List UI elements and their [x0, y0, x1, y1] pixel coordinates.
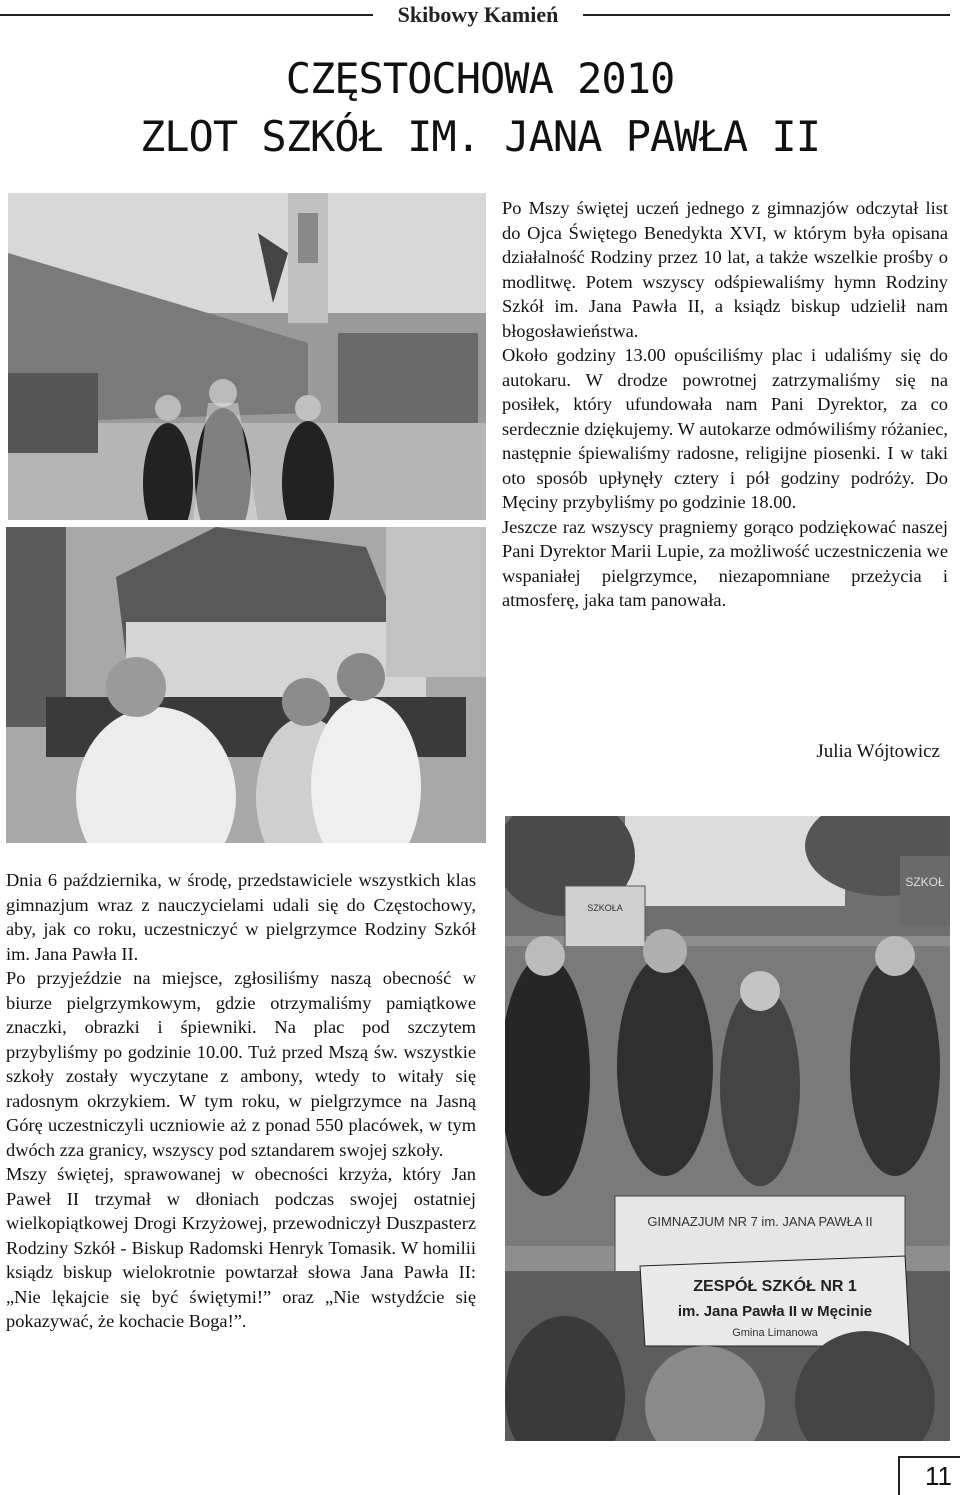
banner-top-text: ZESPÓŁ SZKÓŁ NR 1	[693, 1278, 857, 1295]
page-number-box	[898, 1456, 960, 1495]
gimnazjum-sign-text: GIMNAZJUM NR 7 im. JANA PAWŁA II	[647, 1214, 873, 1229]
banner-bottom-text: im. Jana Pawła II w Męcinie	[677, 1303, 873, 1320]
paragraph: Jeszcze raz wszyscy pragniemy gorąco podziękować naszej Pani Dyrektor Marii Lupie, za możliwość uczestniczenia we wspaniałej pielgrzymce, niezapomniane przeżycia i atmosferę, jaka tam panowała.	[502, 516, 948, 610]
photo-bishop-mass	[6, 527, 486, 843]
paragraph: Po przyjeździe na miejsce, zgłosiliśmy naszą obecność w biurze pielgrzymkowym, gdzie otrzymaliśmy pamiątkowe znaczki, obrazki i śpiewniki. Na plac pod szczytem przybyliśmy po godzinie 10.00. Tuż przed Mszą św. wszystkie szkoły zostały wyczytane z ambony, wtedy to witały się radosnym okrzykiem. W tym roku, w pielgrzymce na Jasną Górę uczestniczyli uczniowie aż z ponad 550 placówek, w tym dwóch zza granicy, wszyscy pod sztandarem swojej szkoły.	[6, 968, 476, 1160]
publication-name: Skibowy Kamień	[397, 2, 559, 27]
paragraph: Dnia 6 października, w środę, przedstawiciele wszystkich klas gimnazjum wraz z nauczycielami udali się do Częstochowy, aby, jak co roku, uczestniczyć w pielgrzymce Rodziny Szkół im. Jana Pawła II.	[6, 870, 476, 964]
right-column-text	[502, 196, 948, 613]
sign-school-text: SZKOŁA	[587, 903, 623, 913]
page-number: 11	[925, 1461, 952, 1491]
header-rule-left	[0, 14, 373, 16]
photo-crowd-banners	[505, 816, 950, 1441]
photo-procession	[8, 193, 486, 520]
author-signature: Julia Wójtowicz	[816, 741, 940, 762]
paragraph: Po Mszy świętej uczeń jednego z gimnazjów odczytał list do Ojca Świętego Benedykta XVI, w którym była opisana działalność Rodziny przez 10 lat, a także wszelkie prośby o modlitwę. Potem wszyscy odśpiewaliśmy hymn Rodziny Szkół im. Jana Pawła II, a ksiądz biskup udzielił nam błogosławieństwa.	[502, 198, 948, 341]
title-line-2: ZLOT SZKÓŁ IM. JANA PAWŁA II	[139, 112, 820, 161]
paragraph: Mszy świętej, sprawowanej w obecności krzyża, który Jan Paweł II trzymał w dłoniach podczas swojej ostatniej wielkopiątkowej Drogi Krzyżowej, przewodniczył Duszpasterz Rodziny Szkół - Biskup Radomski Henryk Tomasik. W homilii ksiądz biskup wielokrotnie powtarzał słowa Jana Pawła II: „Nie lękajcie się być świętymi!” oraz „Nie wstydźcie się pokazywać, że kochacie Boga!”.	[6, 1164, 476, 1331]
banner-small-text: Gmina Limanowa	[732, 1327, 818, 1339]
title-line-1: CZĘSTOCHOWA 2010	[285, 54, 675, 103]
paragraph: Około godziny 13.00 opuściliśmy plac i udaliśmy się do autokaru. W drodze powrotnej zatrzymaliśmy się na posiłek, który ufundowała nam Pani Dyrektor, za co serdecznie dziękujemy. W autokarze odmówiliśmy różaniec, następnie śpiewaliśmy radosne, religijne piosenki. I w taki oto sposób upłynęły cztery i pół godziny podróży. Do Męciny przybyliśmy po godzinie 18.00.	[502, 345, 948, 512]
header-rule-right	[583, 14, 950, 16]
left-column-text	[6, 868, 476, 1334]
sign-right-text: SZKOŁ	[905, 875, 945, 889]
article-title	[0, 50, 960, 166]
